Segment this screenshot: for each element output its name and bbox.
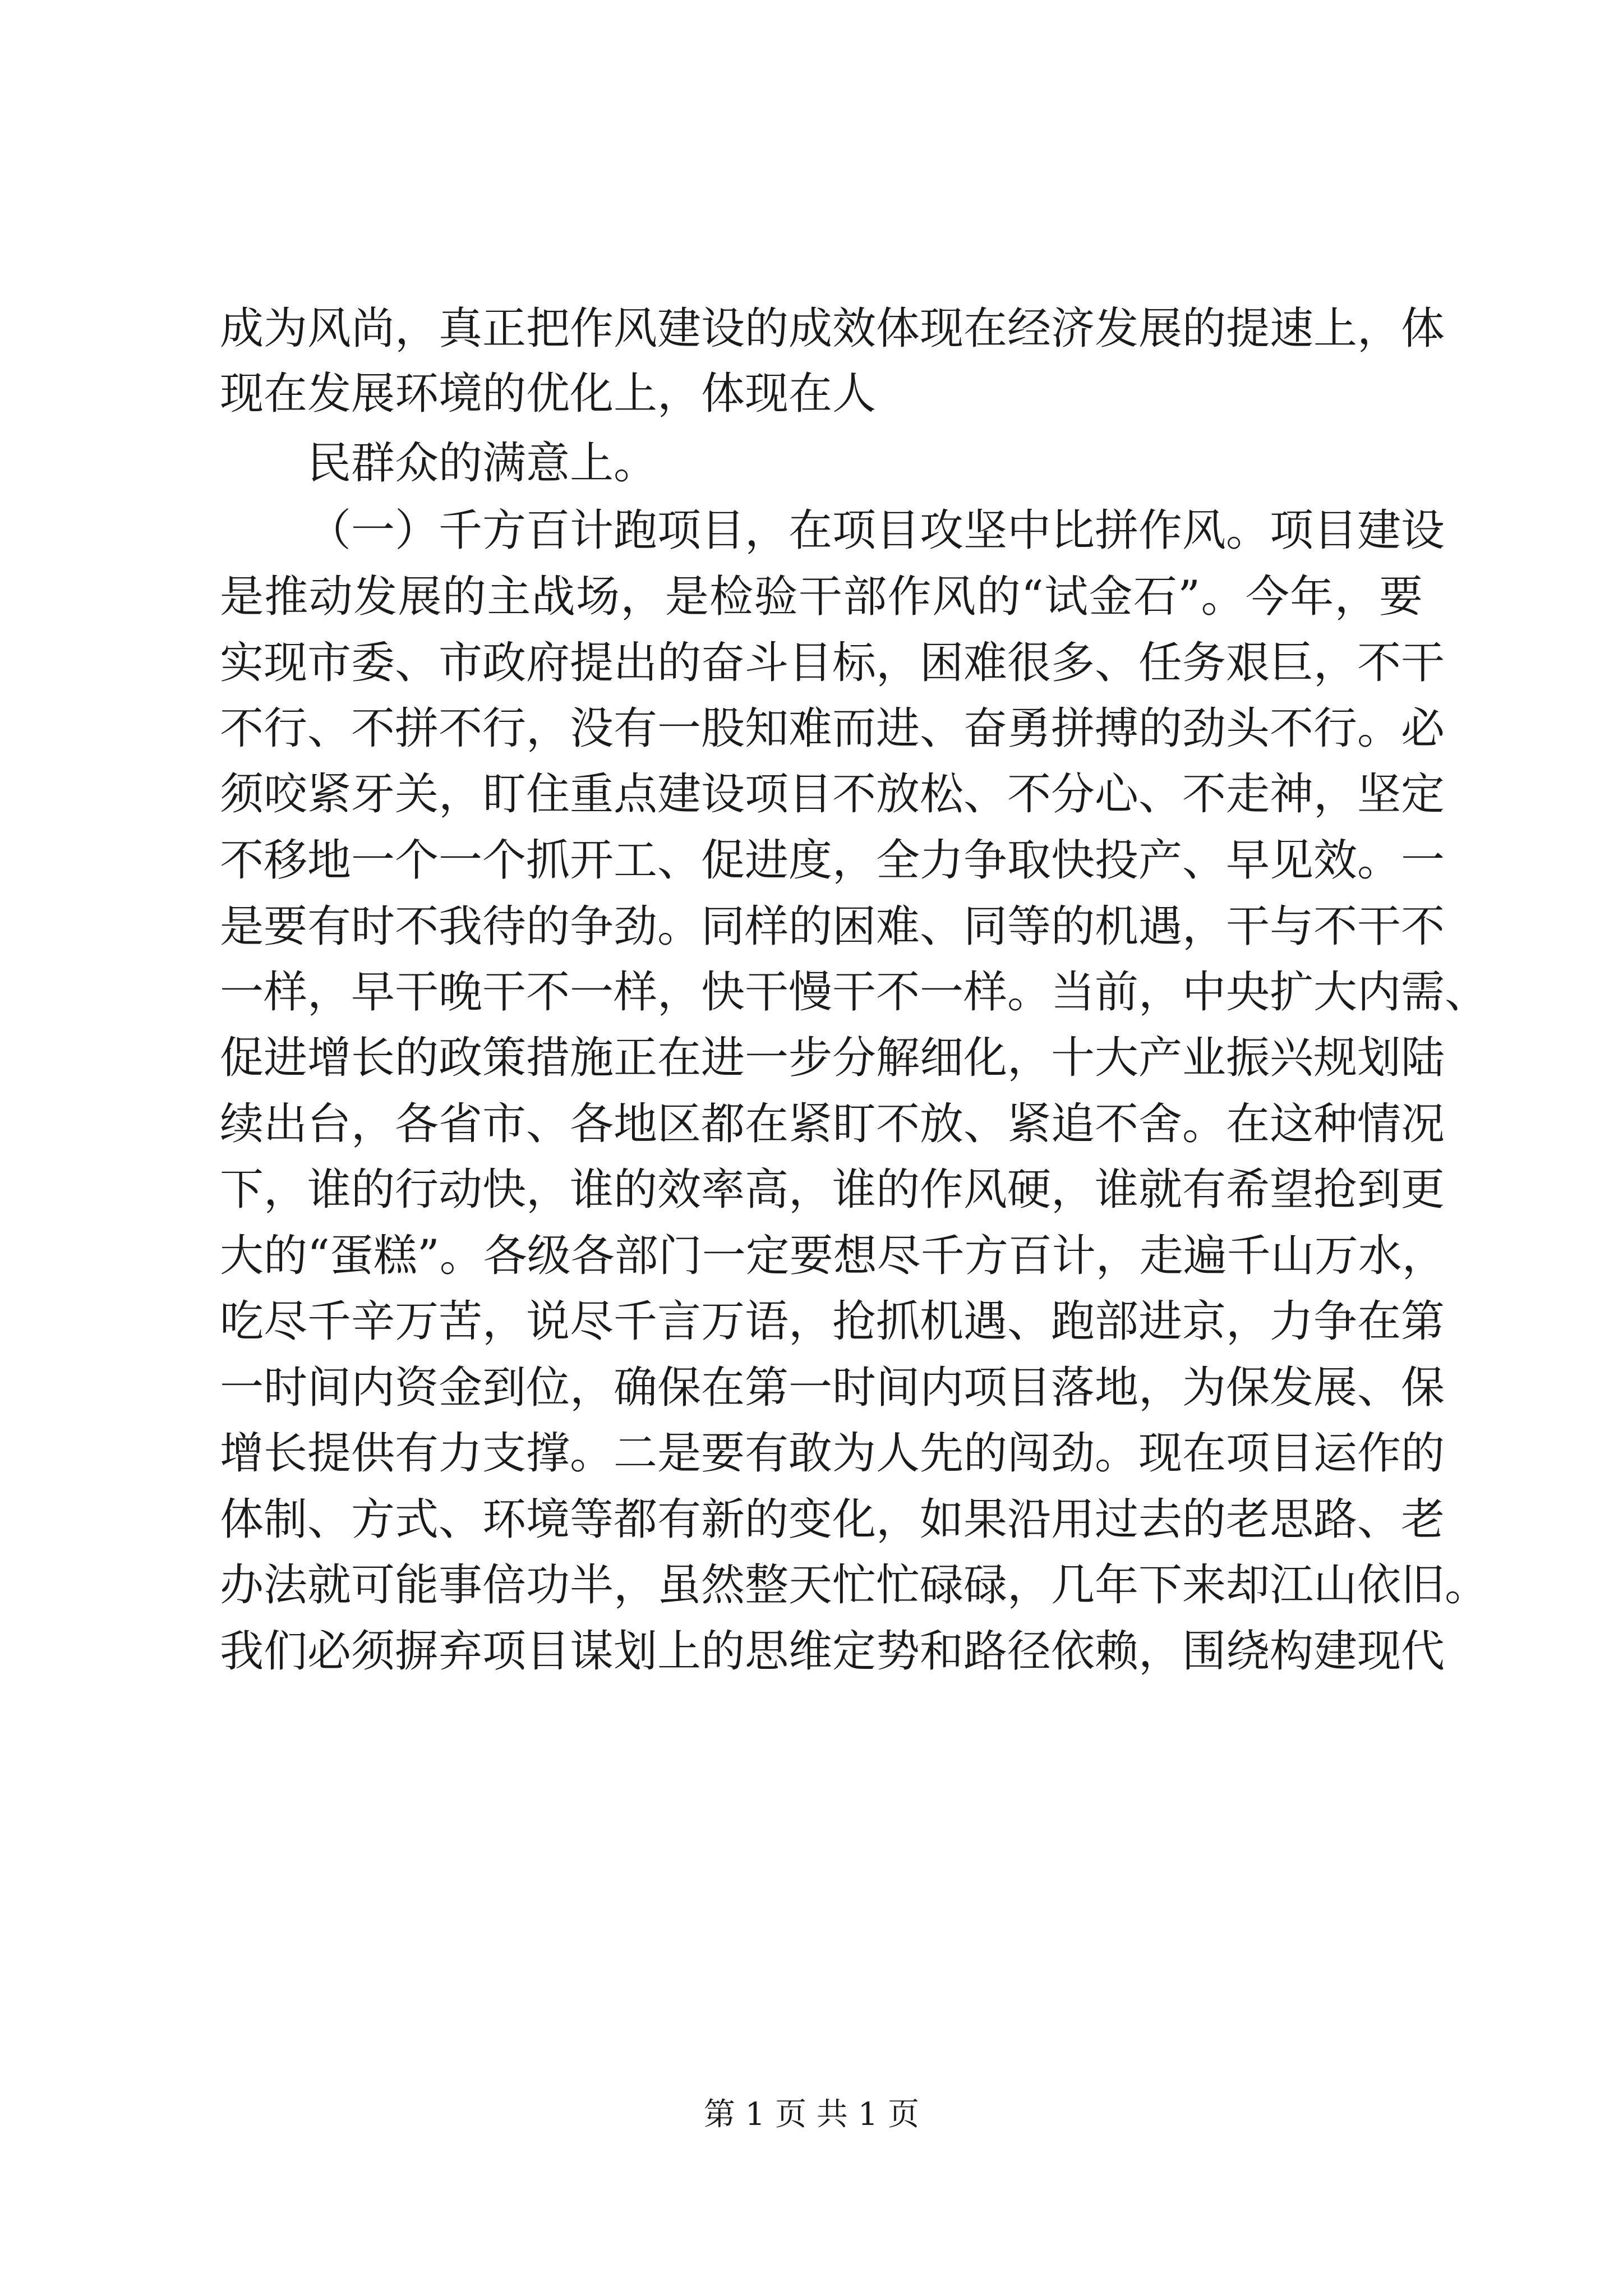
paragraph-first-line: （一）千方百计跑项目，在项目攻坚中比拼作风。项目建设 xyxy=(307,505,1445,556)
text-line: 成为风尚，真正把作风建设的成效体现在经济发展的提速上，体 xyxy=(220,303,1445,354)
text-line: 促进增长的政策措施正在进一步分解细化，十大产业振兴规划陆 xyxy=(220,1033,1445,1083)
text-line: 现在发展环境的优化上，体现在人 xyxy=(220,369,877,419)
text-line: 增长提供有力支撑。二是要有敢为人先的闯劲。现在项目运作的 xyxy=(220,1428,1445,1479)
text-line: 体制、方式、环境等都有新的变化，如果沿用过去的老思路、老 xyxy=(220,1494,1445,1545)
text-line: 实现市委、市政府提出的奋斗目标，困难很多、任务艰巨，不干 xyxy=(220,638,1445,688)
paragraph-first-line: 民群众的满意上。 xyxy=(307,438,658,489)
page-footer: 第 1 页 共 1 页 xyxy=(703,2096,920,2133)
text-line: 一时间内资金到位，确保在第一时间内项目落地，为保发展、保 xyxy=(220,1363,1445,1413)
text-line: 不行、不拼不行，没有一股知难而进、奋勇拼搏的劲头不行。必 xyxy=(220,703,1445,754)
text-line: 是推动发展的主战场，是检验干部作风的“试金石”。今年，要 xyxy=(220,572,1423,622)
text-line: 不移地一个一个抓开工、促进度，全力争取快投产、早见效。一 xyxy=(220,835,1445,886)
text-line: 续出台，各省市、各地区都在紧盯不放、紧追不舍。在这种情况 xyxy=(220,1099,1445,1149)
text-line: 吃尽千辛万苦，说尽千言万语，抢抓机遇、跑部进京，力争在第 xyxy=(220,1296,1445,1347)
text-line: 须咬紧牙关，盯住重点建设项目不放松、不分心、不走神，坚定 xyxy=(220,769,1445,820)
text-line: 是要有时不我待的争劲。同样的困难、同等的机遇，干与不干不 xyxy=(220,901,1445,952)
text-line: 大的“蛋糕”。各级各部门一定要想尽千方百计，走遍千山万水， xyxy=(220,1231,1446,1281)
text-line: 一样，早干晚干不一样，快干慢干不一样。当前，中央扩大内需、 xyxy=(220,967,1489,1018)
text-line: 下，谁的行动快，谁的效率高，谁的作风硬，谁就有希望抢到更 xyxy=(220,1165,1445,1215)
text-line: 办法就可能事倍功半，虽然整天忙忙碌碌，几年下来却江山依旧。 xyxy=(220,1560,1489,1611)
text-line: 我们必须摒弃项目谋划上的思维定势和路径依赖，围绕构建现代 xyxy=(220,1626,1445,1677)
